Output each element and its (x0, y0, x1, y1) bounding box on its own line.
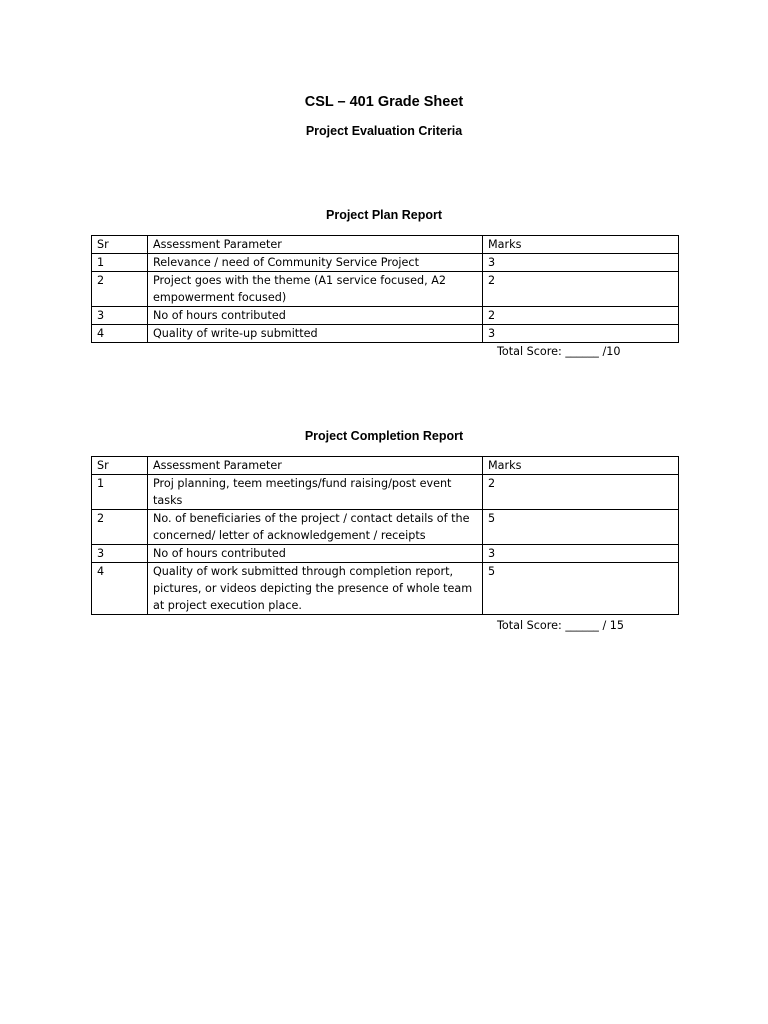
row-sr: 4 (92, 563, 148, 615)
row-marks: 5 (483, 510, 679, 545)
row-sr: 1 (92, 254, 148, 272)
row-sr: 3 (92, 307, 148, 325)
row-sr: 4 (92, 325, 148, 343)
row-parameter: Relevance / need of Community Service Project (148, 254, 483, 272)
table-row (92, 254, 679, 272)
row-parameter: Quality of write-up submitted (148, 325, 483, 343)
page-title: CSL – 401 Grade Sheet (304, 94, 464, 110)
column-header-marks: Marks (483, 236, 679, 254)
column-header-sr: Sr (92, 236, 148, 254)
column-header-parameter: Assessment Parameter (148, 457, 483, 475)
row-marks: 3 (483, 545, 679, 563)
row-parameter: Proj planning, teem meetings/fund raising/post event tasks (148, 475, 483, 510)
row-marks: 2 (483, 272, 679, 307)
row-parameter: Quality of work submitted through completion report, pictures, or videos depicting the presence of whole team at project execution place. (148, 563, 483, 615)
table-row (92, 510, 679, 545)
page-subtitle: Project Evaluation Criteria (305, 124, 463, 138)
row-sr: 1 (92, 475, 148, 510)
column-header-sr: Sr (92, 457, 148, 475)
row-marks: 3 (483, 254, 679, 272)
column-header-parameter: Assessment Parameter (148, 236, 483, 254)
row-sr: 2 (92, 510, 148, 545)
row-marks: 3 (483, 325, 679, 343)
row-parameter: No. of beneficiaries of the project / contact details of the concerned/ letter of acknowledgement / receipts (148, 510, 483, 545)
completion-report-heading: Project Completion Report (304, 429, 464, 443)
row-parameter: Project goes with the theme (A1 service focused, A2 empowerment focused) (148, 272, 483, 307)
column-header-marks: Marks (483, 457, 679, 475)
table-row (92, 563, 679, 615)
row-marks: 5 (483, 563, 679, 615)
row-parameter: No of hours contributed (148, 545, 483, 563)
table-row (92, 545, 679, 563)
table-row (92, 325, 679, 343)
row-marks: 2 (483, 475, 679, 510)
table-row (92, 272, 679, 307)
table-row (92, 475, 679, 510)
row-sr: 3 (92, 545, 148, 563)
completion-total-score: Total Score: ______ / 15 (497, 619, 625, 632)
table-row (92, 307, 679, 325)
plan-report-table (91, 235, 679, 343)
row-marks: 2 (483, 307, 679, 325)
table-header-row (92, 457, 679, 475)
table-header-row (92, 236, 679, 254)
row-parameter: No of hours contributed (148, 307, 483, 325)
row-sr: 2 (92, 272, 148, 307)
completion-report-table (91, 456, 679, 615)
plan-report-heading: Project Plan Report (326, 208, 442, 222)
plan-total-score: Total Score: ______ /10 (497, 345, 621, 358)
